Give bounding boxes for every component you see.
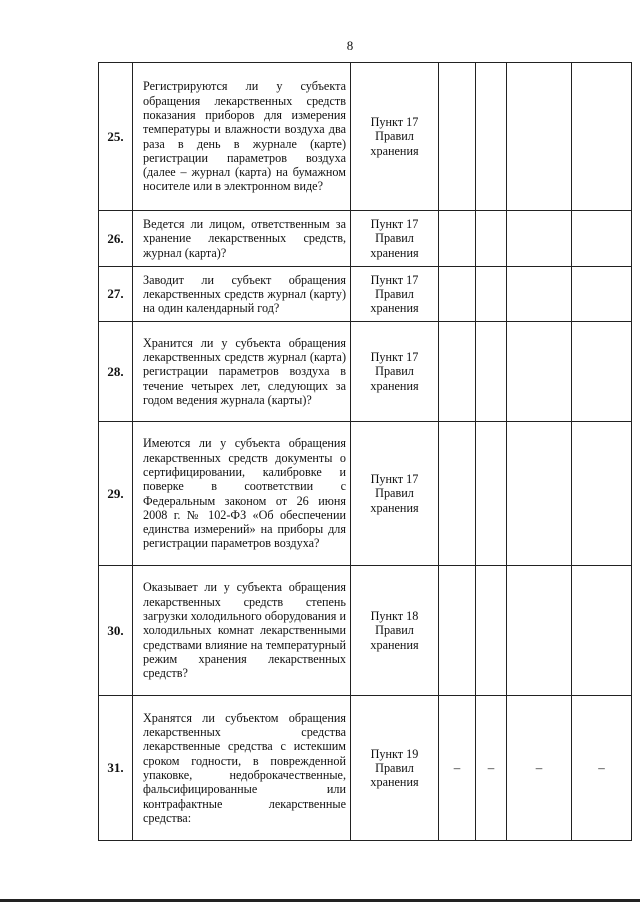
row-number: 28.: [99, 322, 133, 422]
row-number: 29.: [99, 422, 133, 566]
answer-cell: [476, 322, 507, 422]
table-row: [99, 566, 632, 696]
answer-cell: [476, 267, 507, 322]
answer-cell: [439, 211, 476, 267]
question-text: Хранятся ли субъектом обращения лекарственных средства лекарственные средства с истекшим сроком годности, в поврежденной упаковке, недоброкачественные, фальсифицированные или контрафактные лекарственные средства:: [133, 696, 351, 841]
bottom-scan-edge: [0, 899, 640, 902]
table-row: [99, 696, 632, 841]
answer-cell: [439, 63, 476, 211]
reference-line: Пункт 17: [370, 272, 419, 287]
answer-cell: [476, 566, 507, 696]
answer-cell: [439, 566, 476, 696]
reference-line: Пункт 17: [370, 472, 419, 487]
answer-cell: [439, 422, 476, 566]
answer-cell: –: [439, 696, 476, 841]
table-row: [99, 267, 632, 322]
reference-line: хранения: [370, 775, 419, 790]
answer-cell: [507, 322, 572, 422]
reference-cell: [351, 322, 439, 422]
answer-cell: [507, 211, 572, 267]
answer-cell: [507, 63, 572, 211]
answer-cell: [572, 211, 632, 267]
answer-cell: [476, 211, 507, 267]
reference-cell: [351, 211, 439, 267]
reference-cell: [351, 267, 439, 322]
answer-cell: [507, 566, 572, 696]
answer-cell: [439, 322, 476, 422]
reference-line: Правил: [375, 623, 414, 638]
answer-cell: [507, 267, 572, 322]
question-text: Хранится ли у субъекта обращения лекарственных средств журнал (карта) регистрации параметров воздуха в течение четырех лет, следующих за годом ведения журнала (карты)?: [133, 322, 351, 422]
table-row: [99, 322, 632, 422]
table-row: [99, 63, 632, 211]
answer-cell: –: [476, 696, 507, 841]
reference-line: Правил: [375, 760, 414, 775]
answer-cell: [476, 422, 507, 566]
question-text: Имеются ли у субъекта обращения лекарственных средств документы о сертифицировании, калибровке и поверке в соответствии с Федеральным законом от 26 июня 2008 г. № 102-ФЗ «Об обеспечении единства измерений» на приборы для регистрации параметров воздуха?: [133, 422, 351, 566]
reference-line: Правил: [375, 129, 414, 144]
reference-line: Пункт 18: [370, 609, 419, 624]
checklist-table: [98, 62, 632, 841]
table-row: [99, 422, 632, 566]
row-number: 26.: [99, 211, 133, 267]
reference-line: хранения: [370, 245, 419, 260]
answer-cell: [572, 63, 632, 211]
reference-line: Правил: [375, 231, 414, 246]
answer-cell: [572, 322, 632, 422]
reference-line: хранения: [370, 301, 419, 316]
answer-cell: [439, 267, 476, 322]
reference-cell: [351, 422, 439, 566]
answer-cell: –: [507, 696, 572, 841]
answer-cell: [476, 63, 507, 211]
table-row: [99, 211, 632, 267]
reference-line: хранения: [370, 143, 419, 158]
page-number: 8: [346, 38, 354, 53]
answer-cell: [572, 267, 632, 322]
reference-line: Пункт 17: [370, 350, 419, 365]
row-number: 31.: [99, 696, 133, 841]
reference-line: хранения: [370, 500, 419, 515]
question-text: Ведется ли лицом, ответственным за хранение лекарственных средств, журнал (карта)?: [133, 211, 351, 267]
reference-line: хранения: [370, 378, 419, 393]
reference-line: Правил: [375, 486, 414, 501]
row-number: 27.: [99, 267, 133, 322]
reference-line: Пункт 17: [370, 115, 419, 130]
reference-cell: [351, 696, 439, 841]
reference-line: хранения: [370, 637, 419, 652]
answer-cell: –: [572, 696, 632, 841]
question-text: Регистрируются ли у субъекта обращения лекарственных средств показания приборов для измерения температуры и влажности воздуха два раза в день в журнале (карте) регистрации параметров воздуха (далее – журнал (карта) на бумажном носителе или в электронном виде?: [133, 63, 351, 211]
reference-cell: [351, 566, 439, 696]
answer-cell: [572, 422, 632, 566]
reference-cell: [351, 63, 439, 211]
question-text: Заводит ли субъект обращения лекарственных средств журнал (карту) на один календарный год?: [133, 267, 351, 322]
row-number: 30.: [99, 566, 133, 696]
row-number: 25.: [99, 63, 133, 211]
answer-cell: [572, 566, 632, 696]
question-text: Оказывает ли у субъекта обращения лекарственных средств степень загрузки холодильного оборудования и холодильных комнат лекарственными средствами влияние на температурный режим хранения лекарственных средств?: [133, 566, 351, 696]
answer-cell: [507, 422, 572, 566]
reference-line: Правил: [375, 364, 414, 379]
reference-line: Пункт 17: [370, 217, 419, 232]
reference-line: Правил: [375, 286, 414, 301]
reference-line: Пункт 19: [370, 746, 419, 761]
